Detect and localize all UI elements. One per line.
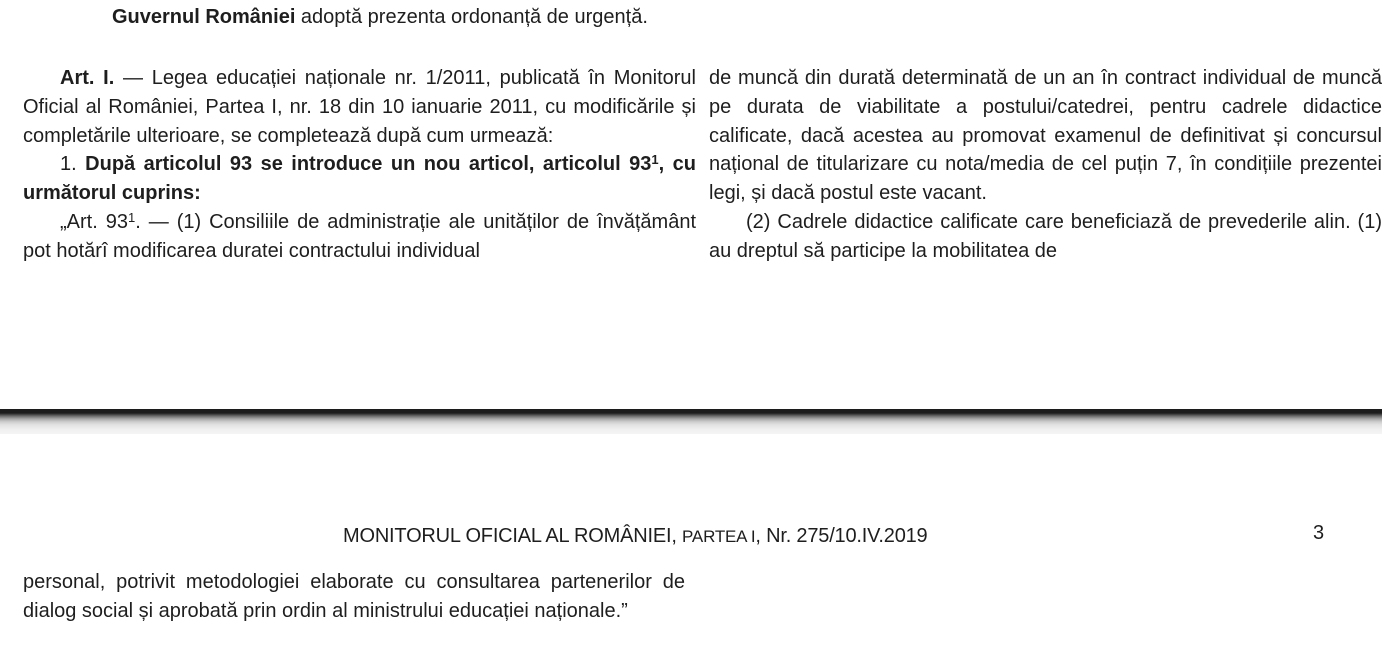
intro-line	[112, 5, 648, 29]
article-one-label: Art. I.	[60, 67, 115, 89]
header-issue: , Nr. 275/10.IV.2019	[755, 525, 928, 547]
header-partea: PARTEA	[682, 527, 747, 546]
right-paragraph-continuation: de muncă din durată determinată de un an în contract individual de muncă pe durata de viabilitate a postului/catedrei, pentru cadrele didactice calificate, dacă acestea au promovat examenul de definitivat și concursul național de titularizare cu nota/media de cel puțin 7, în condițiile prezentei legi, și dacă postul este vacant.	[709, 67, 1382, 205]
article-one-text: — Legea educației naționale nr. 1/2011, publicată în Monitorul Oficial al României, Partea I, nr. 18 din 10 ianuarie 2011, cu modificările și completările ulterioare, se completează după cum urmează:	[23, 67, 696, 147]
page-header	[343, 524, 927, 549]
bottom-paragraph: personal, potrivit metodologiei elaborate cu consultarea partenerilor de dialog social și aprobată prin ordin al ministrului educației naționale.”	[23, 571, 685, 622]
article-93-1-superscript: 1	[127, 209, 136, 225]
header-title: MONITORUL OFICIAL AL ROMÂNIEI,	[343, 525, 683, 547]
article-93-1-paragraph	[23, 208, 696, 266]
point-one-paragraph	[23, 150, 696, 208]
bottom-column	[23, 568, 685, 625]
point-one-number: 1.	[60, 153, 86, 176]
point-one-heading	[23, 153, 696, 204]
point-one-heading-text: După articolul 93 se introduce un nou articol, articolul 93	[85, 153, 652, 176]
point-one-superscript: 1	[651, 152, 659, 168]
page-break-divider	[0, 409, 1382, 434]
article-93-1-label: „Art. 93	[60, 210, 128, 233]
header-roman: I	[746, 527, 756, 546]
point-one-heading-end: , cu următorul cuprins:	[23, 153, 697, 205]
article-one-paragraph	[23, 64, 696, 150]
page-number: 3	[1313, 522, 1325, 544]
intro-text: adoptă prezenta ordonanță de urgență.	[295, 6, 648, 28]
right-column	[709, 64, 1382, 266]
left-column	[23, 64, 696, 266]
intro-government: Guvernul României	[112, 6, 296, 28]
right-paragraph-alin-2: (2) Cadrele didactice calificate care beneficiază de prevederile alin. (1) au dreptul să participe la mobilitatea de	[709, 210, 1382, 262]
article-93-1-text: . — (1) Consiliile de administrație ale unităților de învățământ pot hotărî modificarea duratei contractului individual	[23, 210, 697, 262]
